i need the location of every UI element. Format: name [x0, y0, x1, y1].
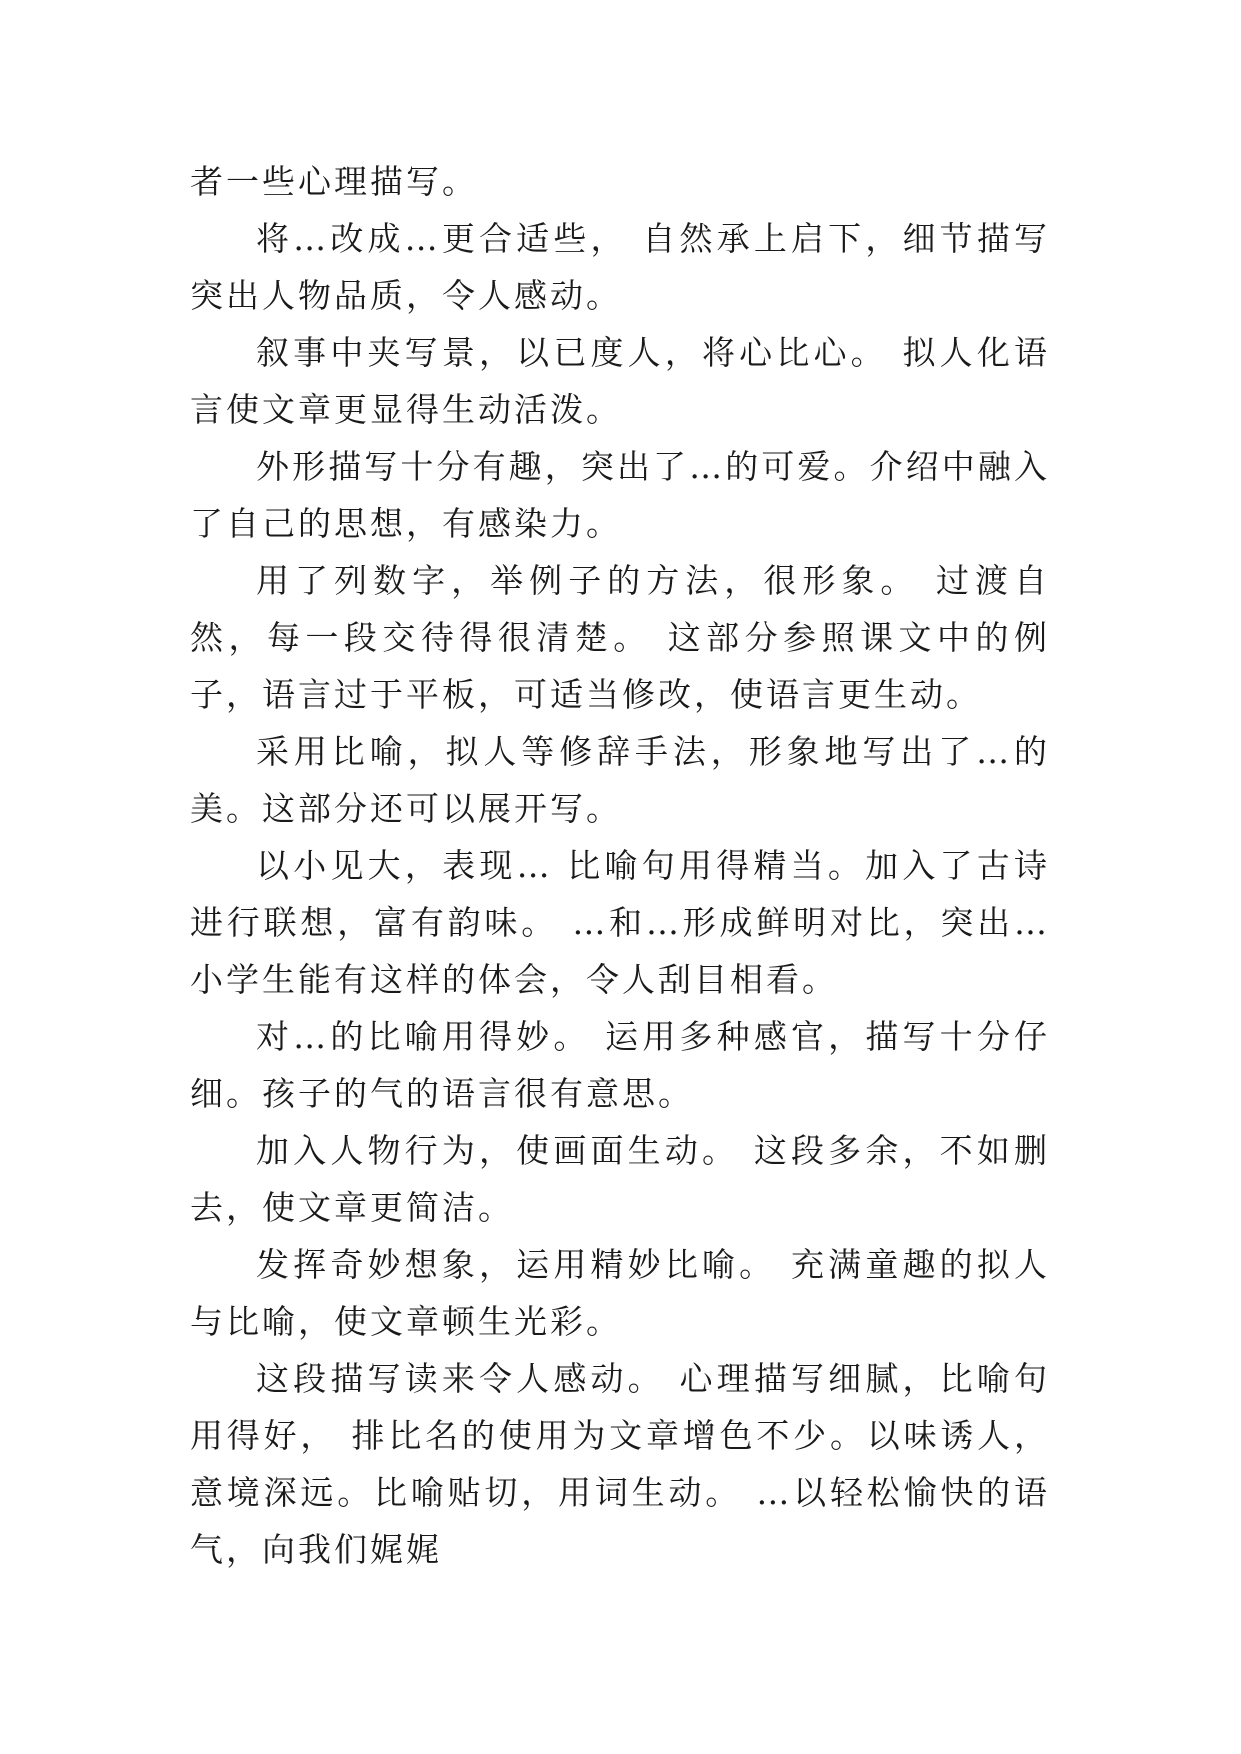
paragraph-2: 将…改成…更合适些， 自然承上启下，细节描写突出人物品质，令人感动。 [190, 219, 1050, 315]
paragraph-4: 外形描写十分有趣，突出了…的可爱。介绍中融入了自己的思想，有感染力。 [190, 447, 1050, 543]
paragraph-9: 加入人物行为，使画面生动。 这段多余，不如删去，使文章更简洁。 [190, 1131, 1050, 1227]
paragraph-10: 发挥奇妙想象，运用精妙比喻。 充满童趣的拟人与比喻，使文章顿生光彩。 [190, 1245, 1050, 1341]
paragraph-6: 采用比喻，拟人等修辞手法，形象地写出了…的美。这部分还可以展开写。 [190, 732, 1050, 828]
paragraph-11: 这段描写读来令人感动。 心理描写细腻，比喻句用得好， 排比名的使用为文章增色不少。以味诱人，意境深远。比喻贴切，用词生动。 …以轻松愉快的语气，向我们娓娓 [190, 1359, 1050, 1569]
document-body [190, 153, 1050, 1578]
paragraph-1: 者一些心理描写。 [190, 162, 478, 201]
paragraph-7: 以小见大，表现… 比喻句用得精当。加入了古诗进行联想，富有韵味。 …和…形成鲜明对比，突出… 小学生能有这样的体会，令人刮目相看。 [190, 846, 1050, 999]
paragraph-3: 叙事中夹写景，以已度人，将心比心。 拟人化语言使文章更显得生动活泼。 [190, 333, 1050, 429]
paragraph-5: 用了列数字，举例子的方法，很形象。 过渡自然，每一段交待得很清楚。 这部分参照课文中的例子，语言过于平板，可适当修改，使语言更生动。 [190, 561, 1050, 714]
paragraph-8: 对…的比喻用得妙。 运用多种感官，描写十分仔细。孩子的气的语言很有意思。 [190, 1017, 1050, 1113]
